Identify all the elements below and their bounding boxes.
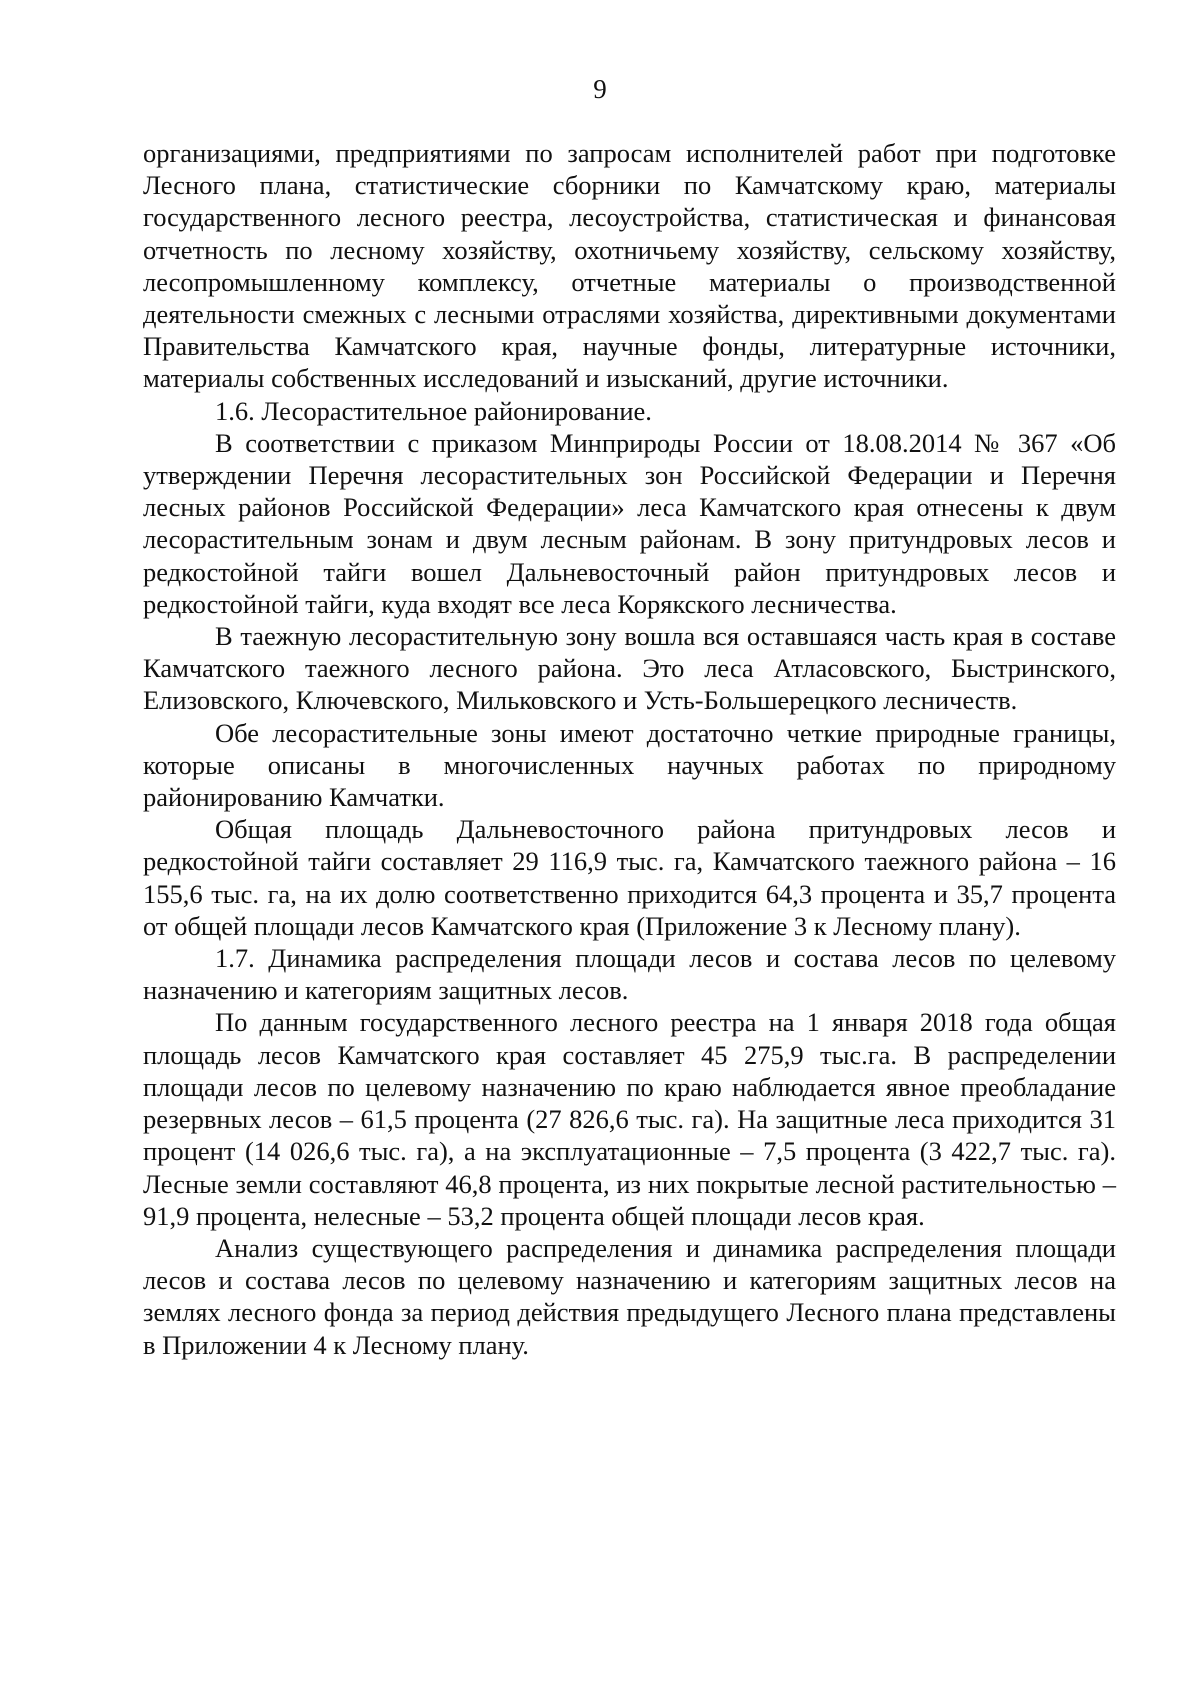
section-heading-1-7: 1.7. Динамика распределения площади лесов и состава лесов по целевому назначению и категориям защитных лесов.	[143, 943, 1116, 1006]
document-body	[143, 137, 1116, 1361]
section-heading-1-6: 1.6. Лесорастительное районирование.	[215, 395, 652, 426]
paragraph-taiga-zone: В таежную лесорастительную зону вошла вся оставшаяся часть края в составе Камчатского таежного лесного района. Это леса Атласовского, Быстринского, Елизовского, Ключевского, Мильковского и Усть-Большерецкого лесничеств.	[143, 621, 1116, 716]
paragraph-natural-borders: Обе лесорастительные зоны имеют достаточно четкие природные границы, которые описаны в многочисленных научных работах по природному районированию Камчатки.	[143, 717, 1116, 813]
page-number: 9	[593, 74, 607, 104]
paragraph-forest-zones: В соответствии с приказом Минприроды России от 18.08.2014 № 367 «Об утверждении Перечня лесорастительных зон Российской Федерации и Перечня лесных районов Российской Федерации» леса Камчатского края отнесены к двум лесорастительным зонам и двум лесным районам. В зону притундровых лесов и редкостойной тайги вошел Дальневосточный район притундровых лесов и редкостойной тайги, куда входят все леса Корякского лесничества.	[143, 427, 1116, 619]
paragraph-sources-continued: организациями, предприятиями по запросам исполнителей работ при подготовке Лесного плана, статистические сборники по Камчатскому краю, материалы государственного лесного реестра, лесоустройства, статистическая и финансовая отчетность по лесному хозяйству, охотничьему хозяйству, сельскому хозяйству, лесопромышленному комплексу, отчетные материалы о производственной деятельности смежных с лесными отраслями хозяйства, директивными документами Правительства Камчатского края, научные фонды, литературные источники, материалы собственных исследований и изысканий, другие источники.	[143, 138, 1116, 394]
paragraph-forest-registry: По данным государственного лесного реестра на 1 января 2018 года общая площадь лесов Камчатского края составляет 45 275,9 тыс.га. В распределении площади лесов по целевому назначению по краю наблюдается явное преобладание резервных лесов – 61,5 процента (27 826,6 тыс. га). На защитные леса приходится 31 процент (14 026,6 тыс. га), а на эксплуатационные – 7,5 процента (3 422,7 тыс. га). Лесные земли составляют 46,8 процента, из них покрытые лесной растительностью – 91,9 процента, нелесные – 53,2 процента общей площади лесов края.	[143, 1007, 1116, 1231]
paragraph-total-area: Общая площадь Дальневосточного района притундровых лесов и редкостойной тайги составляет 29 116,9 тыс. га, Камчатского таежного района – 16 155,6 тыс. га, на их долю соответственно приходится 64,3 процента и 35,7 процента от общей площади лесов Камчатского края (Приложение 3 к Лесному плану).	[143, 814, 1116, 941]
paragraph-analysis: Анализ существующего распределения и динамика распределения площади лесов и состава лесов по целевому назначению и категориям защитных лесов на землях лесного фонда за период действия предыдущего Лесного плана представлены в Приложении 4 к Лесному плану.	[143, 1232, 1116, 1360]
